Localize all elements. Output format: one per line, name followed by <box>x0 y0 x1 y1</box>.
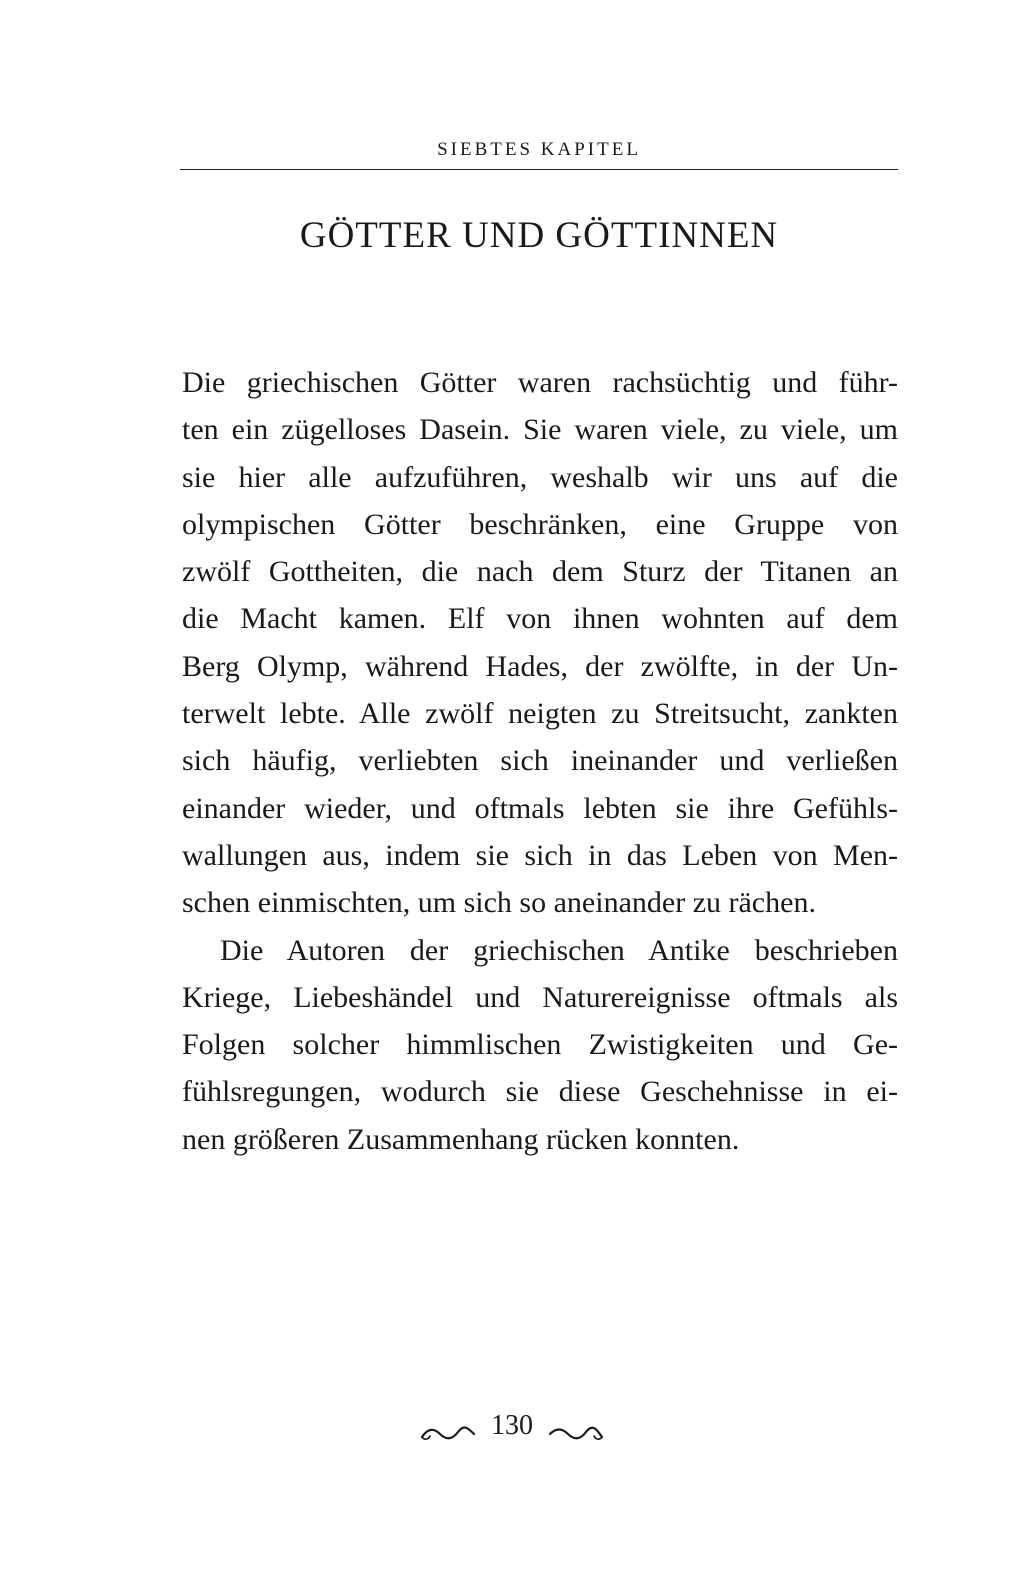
text-line: Folgen solcher himmlischen Zwistigkeiten und Ge- <box>182 1028 898 1062</box>
running-head: SIEBTES KAPITEL <box>437 139 641 160</box>
header-rule <box>180 169 898 170</box>
text-line: wallungen aus, indem sie sich in das Leben von Men- <box>182 838 898 872</box>
swash-ornament-icon <box>548 1416 604 1436</box>
text-line: Kriege, Liebeshändel und Naturereignisse oftmals als <box>182 980 898 1014</box>
text-line: Die Autoren der griechischen Antike beschrieben <box>220 933 898 967</box>
text-line: nen größeren Zusammenhang rücken konnten. <box>182 1122 740 1156</box>
text-line: einander wieder, und oftmals lebten sie ihre Gefühls- <box>182 791 898 825</box>
text-line: schen einmischten, um sich so aneinander zu rächen. <box>182 886 816 920</box>
text-line: zwölf Gottheiten, die nach dem Sturz der Titanen an <box>182 555 898 589</box>
chapter-title: GÖTTER UND GÖTTINNEN <box>299 215 779 256</box>
text-line: ten ein zügelloses Dasein. Sie waren viele, zu viele, um <box>182 413 898 447</box>
page-number: 130 <box>491 1409 533 1441</box>
text-line: sie hier alle aufzuführen, weshalb wir uns auf die <box>182 460 898 494</box>
text-line: olympischen Götter beschränken, eine Gruppe von <box>182 507 898 541</box>
text-line: Berg Olymp, während Hades, der zwölfte, in der Un- <box>182 649 898 683</box>
text-line: Die griechischen Götter waren rachsüchtig und führ- <box>182 366 898 399</box>
text-line: die Macht kamen. Elf von ihnen wohnten auf dem <box>182 602 898 636</box>
page-footer <box>0 1404 1024 1446</box>
swash-ornament-icon <box>420 1416 476 1436</box>
text-line: fühlsregungen, wodurch sie diese Geschehnisse in ei- <box>182 1075 898 1109</box>
text-line: sich häufig, verliebten sich ineinander und verließen <box>182 744 898 778</box>
text-line: terwelt lebte. Alle zwölf neigten zu Streitsucht, zankten <box>182 697 898 731</box>
body-text <box>182 359 898 1163</box>
